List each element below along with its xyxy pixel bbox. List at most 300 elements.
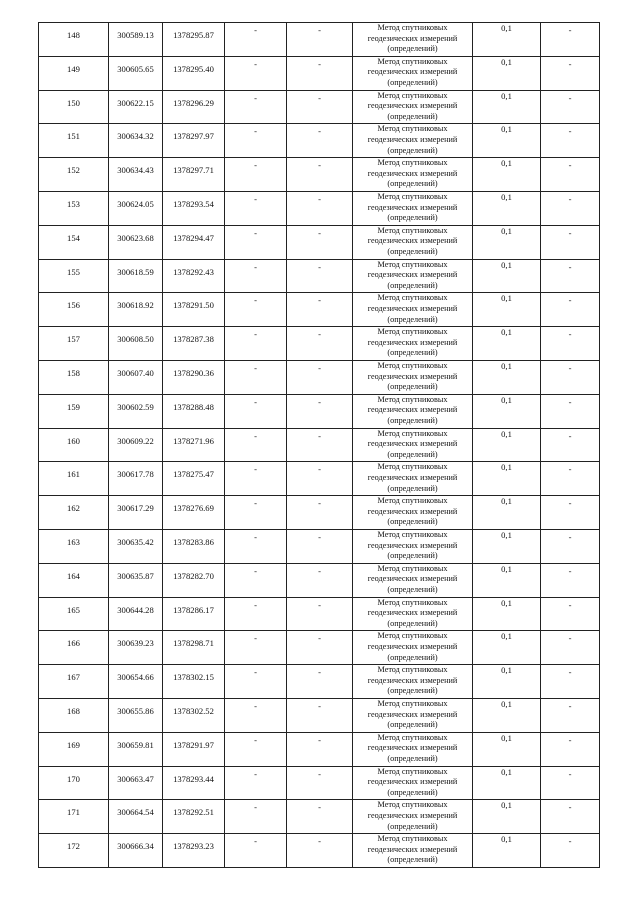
empty-column-5-text: - [318, 92, 321, 103]
empty-column-5-text: - [318, 126, 321, 137]
method-line: геодезических измерений [367, 202, 458, 212]
x-coordinate-cell [109, 563, 163, 597]
method-line: Метод спутниковых [377, 23, 448, 32]
point-number-cell [39, 834, 109, 868]
empty-column-8-text: - [568, 261, 572, 272]
empty-column-5-cell [287, 800, 353, 834]
y-coordinate-text: 1378283.86 [173, 536, 214, 547]
empty-column-5-text: - [318, 58, 321, 69]
empty-column-8-text: - [568, 498, 572, 509]
empty-column-5-cell [287, 496, 353, 530]
empty-column-4-text: - [254, 25, 257, 35]
y-coordinate-cell [163, 259, 225, 293]
accuracy-cell [473, 158, 541, 192]
accuracy-text: 0,1 [501, 631, 512, 642]
empty-column-5-cell [287, 158, 353, 192]
method-line: (определений) [387, 111, 438, 121]
y-coordinate-text: 1378291.97 [173, 739, 214, 750]
y-coordinate-cell [163, 834, 225, 868]
point-number-cell [39, 259, 109, 293]
empty-column-5-text: - [318, 700, 321, 711]
empty-column-5-text: - [318, 295, 321, 306]
accuracy-text: 0,1 [501, 259, 512, 270]
empty-column-8-text: - [568, 396, 572, 407]
method-line: Метод спутниковых [377, 462, 448, 472]
point-number-cell [39, 23, 109, 57]
empty-column-8-cell [541, 394, 600, 428]
point-number-text: 162 [67, 503, 80, 514]
method-cell [353, 496, 473, 530]
empty-column-4-text: - [254, 362, 257, 373]
empty-column-8-text: - [568, 295, 572, 306]
method-text [353, 192, 472, 224]
method-cell [353, 56, 473, 90]
empty-column-5-text: - [318, 160, 321, 171]
empty-column-8-text: - [568, 362, 572, 373]
x-coordinate-cell [109, 158, 163, 192]
empty-column-8-cell [541, 597, 600, 631]
empty-column-8-text: - [568, 25, 572, 35]
point-number-text: 152 [67, 165, 80, 176]
y-coordinate-cell [163, 732, 225, 766]
empty-column-8-text: - [568, 802, 572, 813]
accuracy-cell [473, 563, 541, 597]
x-coordinate-text: 300608.50 [117, 334, 154, 345]
empty-column-4-cell [225, 834, 287, 868]
x-coordinate-text: 300663.47 [117, 773, 154, 784]
table-row [39, 56, 600, 90]
method-text [353, 429, 472, 461]
accuracy-cell [473, 23, 541, 57]
empty-column-5-text: - [318, 227, 321, 238]
x-coordinate-cell [109, 259, 163, 293]
empty-column-8-text: - [568, 193, 572, 204]
method-line: (определений) [387, 753, 438, 763]
method-cell [353, 158, 473, 192]
method-line: Метод спутниковых [377, 56, 448, 66]
table-row [39, 23, 600, 57]
empty-column-8-text: - [568, 531, 572, 542]
table-row [39, 766, 600, 800]
y-coordinate-cell [163, 124, 225, 158]
empty-column-8-text: - [568, 92, 572, 103]
method-cell [353, 766, 473, 800]
empty-column-8-text: - [568, 599, 572, 610]
accuracy-cell [473, 698, 541, 732]
empty-column-8-cell [541, 496, 600, 530]
empty-column-5-cell [287, 90, 353, 124]
point-number-text: 171 [67, 807, 80, 818]
accuracy-cell [473, 360, 541, 394]
x-coordinate-cell [109, 394, 163, 428]
empty-column-8-text: - [568, 734, 572, 745]
method-line: Метод спутниковых [377, 158, 448, 168]
method-cell [353, 90, 473, 124]
empty-column-5-text: - [318, 193, 321, 204]
table-row [39, 631, 600, 665]
method-line: Метод спутниковых [377, 225, 448, 235]
empty-column-4-cell [225, 496, 287, 530]
empty-column-8-cell [541, 293, 600, 327]
point-number-text: 164 [67, 570, 80, 581]
empty-column-5-cell [287, 191, 353, 225]
method-cell [353, 293, 473, 327]
y-coordinate-text: 1378275.47 [173, 469, 214, 480]
point-number-cell [39, 56, 109, 90]
table-row [39, 800, 600, 834]
empty-column-4-cell [225, 124, 287, 158]
point-number-text: 156 [67, 300, 80, 311]
method-line: геодезических измерений [367, 67, 458, 77]
method-cell [353, 563, 473, 597]
y-coordinate-text: 1378293.54 [173, 198, 214, 209]
table-row [39, 225, 600, 259]
y-coordinate-cell [163, 698, 225, 732]
method-line: (определений) [387, 483, 438, 493]
empty-column-4-text: - [254, 193, 257, 204]
empty-column-5-text: - [318, 734, 321, 745]
x-coordinate-text: 300618.92 [117, 300, 154, 311]
y-coordinate-cell [163, 90, 225, 124]
accuracy-cell [473, 732, 541, 766]
method-cell [353, 394, 473, 428]
y-coordinate-text: 1378276.69 [173, 503, 214, 514]
table-row [39, 834, 600, 868]
method-line: Метод спутниковых [377, 327, 448, 337]
empty-column-8-text: - [568, 836, 572, 847]
empty-column-5-text: - [318, 531, 321, 542]
accuracy-cell [473, 631, 541, 665]
empty-column-4-text: - [254, 92, 257, 103]
method-text [353, 598, 472, 630]
y-coordinate-text: 1378286.17 [173, 604, 214, 615]
empty-column-5-text: - [318, 599, 321, 610]
accuracy-cell [473, 394, 541, 428]
empty-column-4-cell [225, 23, 287, 57]
accuracy-text: 0,1 [501, 23, 512, 33]
empty-column-5-text: - [318, 633, 321, 644]
empty-column-5-text: - [318, 768, 321, 779]
empty-column-8-cell [541, 191, 600, 225]
method-line: (определений) [387, 720, 438, 730]
point-number-text: 158 [67, 367, 80, 378]
accuracy-cell [473, 665, 541, 699]
empty-column-8-text: - [568, 58, 572, 69]
accuracy-cell [473, 124, 541, 158]
empty-column-4-cell [225, 360, 287, 394]
x-coordinate-text: 300654.66 [117, 672, 154, 683]
y-coordinate-cell [163, 597, 225, 631]
method-line: Метод спутниковых [377, 529, 448, 539]
empty-column-4-text: - [254, 836, 257, 847]
y-coordinate-text: 1378295.87 [173, 30, 214, 40]
method-text [353, 800, 472, 832]
empty-column-8-text: - [568, 329, 572, 340]
method-line: (определений) [387, 584, 438, 594]
y-coordinate-cell [163, 293, 225, 327]
method-line: геодезических измерений [367, 574, 458, 584]
x-coordinate-cell [109, 124, 163, 158]
accuracy-text: 0,1 [501, 191, 512, 202]
empty-column-4-text: - [254, 700, 257, 711]
empty-column-8-cell [541, 834, 600, 868]
empty-column-4-cell [225, 732, 287, 766]
y-coordinate-cell [163, 225, 225, 259]
empty-column-8-text: - [568, 464, 572, 475]
x-coordinate-text: 300602.59 [117, 401, 154, 412]
x-coordinate-text: 300666.34 [117, 841, 154, 852]
method-line: Метод спутниковых [377, 597, 448, 607]
x-coordinate-cell [109, 496, 163, 530]
y-coordinate-cell [163, 191, 225, 225]
method-cell [353, 124, 473, 158]
y-coordinate-text: 1378292.43 [173, 266, 214, 277]
empty-column-8-cell [541, 428, 600, 462]
point-number-text: 153 [67, 198, 80, 209]
empty-column-4-text: - [254, 531, 257, 542]
method-line: геодезических измерений [367, 472, 458, 482]
empty-column-8-text: - [568, 565, 572, 576]
point-number-text: 161 [67, 469, 80, 480]
x-coordinate-cell [109, 800, 163, 834]
method-line: геодезических измерений [367, 844, 458, 854]
method-text [353, 327, 472, 359]
empty-column-8-cell [541, 563, 600, 597]
table-body [39, 23, 600, 868]
empty-column-8-cell [541, 327, 600, 361]
point-number-text: 166 [67, 638, 80, 649]
method-text [353, 834, 472, 866]
empty-column-8-cell [541, 462, 600, 496]
empty-column-5-cell [287, 766, 353, 800]
method-line: (определений) [387, 382, 438, 392]
method-line: (определений) [387, 145, 438, 155]
empty-column-4-cell [225, 665, 287, 699]
empty-column-5-text: - [318, 836, 321, 847]
empty-column-4-cell [225, 158, 287, 192]
method-text [353, 767, 472, 799]
x-coordinate-text: 300622.15 [117, 97, 154, 108]
method-cell [353, 23, 473, 57]
y-coordinate-text: 1378271.96 [173, 435, 214, 446]
y-coordinate-text: 1378291.50 [173, 300, 214, 311]
method-text [353, 496, 472, 528]
empty-column-4-text: - [254, 667, 257, 678]
accuracy-text: 0,1 [501, 293, 512, 304]
method-cell [353, 259, 473, 293]
point-number-text: 155 [67, 266, 80, 277]
y-coordinate-text: 1378287.38 [173, 334, 214, 345]
method-line: (определений) [387, 821, 438, 831]
point-number-cell [39, 428, 109, 462]
y-coordinate-text: 1378293.44 [173, 773, 214, 784]
method-line: Метод спутниковых [377, 563, 448, 573]
method-line: Метод спутниковых [377, 732, 448, 742]
method-line: (определений) [387, 44, 438, 54]
method-cell [353, 191, 473, 225]
method-text [353, 462, 472, 494]
method-line: (определений) [387, 77, 438, 87]
empty-column-8-cell [541, 259, 600, 293]
empty-column-4-text: - [254, 599, 257, 610]
method-cell [353, 631, 473, 665]
method-text [353, 699, 472, 731]
method-line: (определений) [387, 280, 438, 290]
table-row [39, 462, 600, 496]
method-text [353, 733, 472, 765]
empty-column-5-text: - [318, 565, 321, 576]
empty-column-4-cell [225, 529, 287, 563]
y-coordinate-cell [163, 631, 225, 665]
empty-column-5-cell [287, 732, 353, 766]
empty-column-5-cell [287, 124, 353, 158]
x-coordinate-text: 300609.22 [117, 435, 154, 446]
method-text [353, 665, 472, 697]
accuracy-cell [473, 259, 541, 293]
empty-column-4-text: - [254, 295, 257, 306]
accuracy-text: 0,1 [501, 766, 512, 777]
method-cell [353, 732, 473, 766]
empty-column-8-text: - [568, 126, 572, 137]
accuracy-text: 0,1 [501, 665, 512, 676]
table-row [39, 394, 600, 428]
method-cell [353, 597, 473, 631]
method-line: Метод спутниковых [377, 496, 448, 506]
method-cell [353, 327, 473, 361]
empty-column-4-cell [225, 225, 287, 259]
empty-column-5-cell [287, 834, 353, 868]
table-row [39, 665, 600, 699]
point-number-text: 154 [67, 232, 80, 243]
y-coordinate-text: 1378294.47 [173, 232, 214, 243]
point-number-cell [39, 158, 109, 192]
coordinates-table [38, 22, 600, 868]
empty-column-8-text: - [568, 700, 572, 711]
x-coordinate-cell [109, 360, 163, 394]
method-text [353, 564, 472, 596]
accuracy-text: 0,1 [501, 327, 512, 338]
empty-column-8-text: - [568, 768, 572, 779]
x-coordinate-cell [109, 191, 163, 225]
method-line: геодезических измерений [367, 101, 458, 111]
method-line: геодезических измерений [367, 303, 458, 313]
method-line: геодезических измерений [367, 33, 458, 43]
method-line: геодезических измерений [367, 641, 458, 651]
empty-column-4-cell [225, 428, 287, 462]
empty-column-4-text: - [254, 734, 257, 745]
method-line: геодезических измерений [367, 540, 458, 550]
point-number-cell [39, 800, 109, 834]
accuracy-text: 0,1 [501, 124, 512, 135]
empty-column-8-text: - [568, 633, 572, 644]
table-row [39, 124, 600, 158]
empty-column-5-text: - [318, 430, 321, 441]
empty-column-5-text: - [318, 802, 321, 813]
method-cell [353, 834, 473, 868]
y-coordinate-text: 1378296.29 [173, 97, 214, 108]
empty-column-4-text: - [254, 160, 257, 171]
method-line: геодезических измерений [367, 337, 458, 347]
x-coordinate-cell [109, 529, 163, 563]
point-number-cell [39, 631, 109, 665]
y-coordinate-text: 1378288.48 [173, 401, 214, 412]
point-number-cell [39, 225, 109, 259]
x-coordinate-text: 300605.65 [117, 63, 154, 74]
x-coordinate-cell [109, 766, 163, 800]
method-line: геодезических измерений [367, 810, 458, 820]
point-number-text: 170 [67, 773, 80, 784]
x-coordinate-text: 300655.86 [117, 705, 154, 716]
method-line: (определений) [387, 787, 438, 797]
empty-column-8-text: - [568, 667, 572, 678]
accuracy-cell [473, 56, 541, 90]
method-text [353, 226, 472, 258]
accuracy-text: 0,1 [501, 360, 512, 371]
empty-column-5-text: - [318, 261, 321, 272]
method-text [353, 260, 472, 292]
point-number-text: 163 [67, 536, 80, 547]
y-coordinate-cell [163, 327, 225, 361]
empty-column-8-cell [541, 766, 600, 800]
empty-column-5-cell [287, 698, 353, 732]
method-text [353, 124, 472, 156]
empty-column-8-cell [541, 158, 600, 192]
empty-column-4-cell [225, 293, 287, 327]
point-number-cell [39, 191, 109, 225]
accuracy-text: 0,1 [501, 496, 512, 507]
table-row [39, 563, 600, 597]
point-number-text: 172 [67, 841, 80, 852]
accuracy-cell [473, 496, 541, 530]
method-line: Метод спутниковых [377, 698, 448, 708]
empty-column-5-text: - [318, 329, 321, 340]
point-number-text: 169 [67, 739, 80, 750]
x-coordinate-text: 300617.29 [117, 503, 154, 514]
empty-column-5-cell [287, 225, 353, 259]
accuracy-cell [473, 225, 541, 259]
table-row [39, 191, 600, 225]
method-line: геодезических измерений [367, 134, 458, 144]
y-coordinate-text: 1378302.15 [173, 672, 214, 683]
empty-column-8-cell [541, 800, 600, 834]
accuracy-cell [473, 90, 541, 124]
y-coordinate-cell [163, 496, 225, 530]
x-coordinate-cell [109, 834, 163, 868]
point-number-cell [39, 462, 109, 496]
y-coordinate-cell [163, 529, 225, 563]
y-coordinate-cell [163, 158, 225, 192]
accuracy-cell [473, 766, 541, 800]
accuracy-cell [473, 597, 541, 631]
method-line: геодезических измерений [367, 743, 458, 753]
method-line: (определений) [387, 415, 438, 425]
empty-column-5-cell [287, 462, 353, 496]
method-line: геодезических измерений [367, 236, 458, 246]
x-coordinate-text: 300644.28 [117, 604, 154, 615]
empty-column-4-cell [225, 56, 287, 90]
accuracy-text: 0,1 [501, 529, 512, 540]
point-number-cell [39, 529, 109, 563]
point-number-cell [39, 766, 109, 800]
x-coordinate-cell [109, 732, 163, 766]
x-coordinate-cell [109, 665, 163, 699]
empty-column-5-text: - [318, 25, 321, 35]
table-row [39, 597, 600, 631]
method-line: геодезических измерений [367, 506, 458, 516]
method-line: Метод спутниковых [377, 428, 448, 438]
empty-column-5-cell [287, 23, 353, 57]
empty-column-4-cell [225, 631, 287, 665]
